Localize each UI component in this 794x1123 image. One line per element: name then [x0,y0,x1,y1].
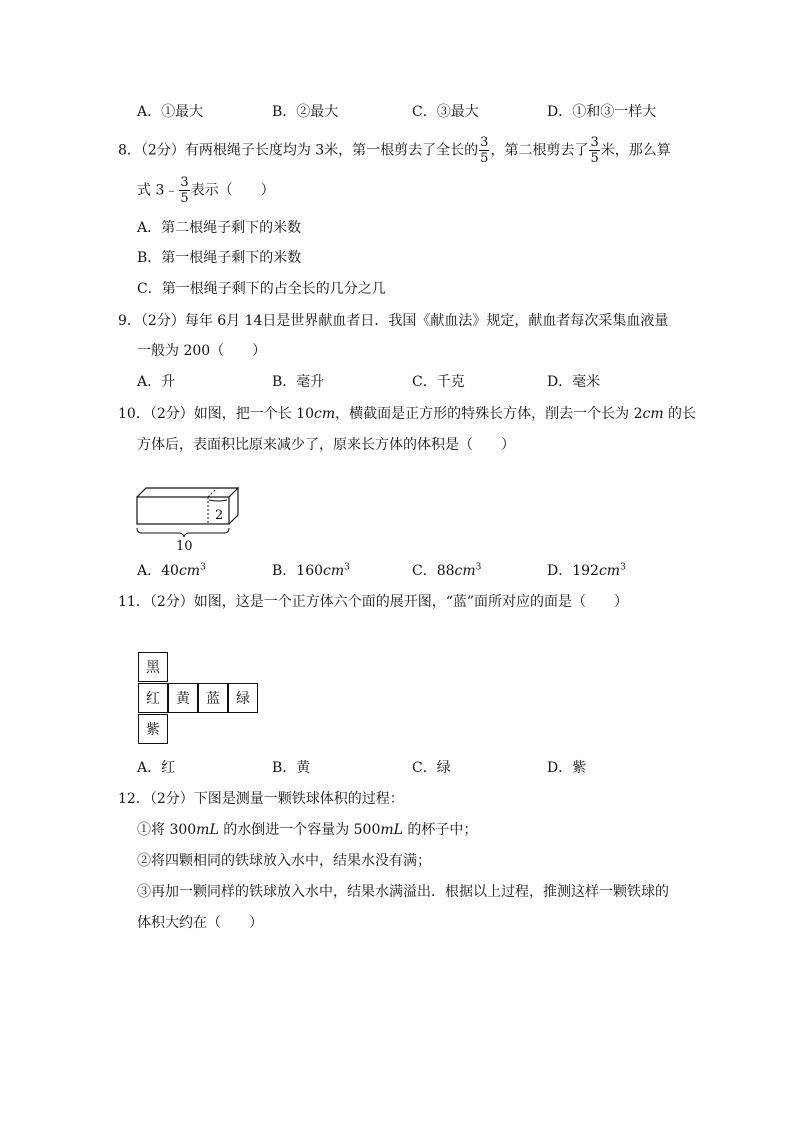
q10-option-b[interactable] [272,561,350,581]
q12-stem: 12．（2分）下图是测量一颗铁球体积的过程： [118,791,404,807]
q11-option-d[interactable]: D．紫 [547,760,587,776]
option-value: B．160 [272,563,324,579]
q8-fraction-3 [179,175,189,206]
q7-option-b[interactable]: B．②最大 [272,104,339,120]
q9-option-a[interactable]: A．升 [137,374,176,390]
q8-text-b: ，第二根剪去了 [490,142,589,159]
q10-unit-cm: cm [642,406,664,422]
q8-expr-suffix: 表示（ ） [190,182,275,199]
exponent: 3 [344,562,350,573]
q10-unit-cm: cm [314,406,336,422]
q12-step1-text-b: 的水倒进一个容量为 500 [218,822,381,838]
q9-option-b[interactable]: B．毫升 [272,374,325,390]
q7-option-a[interactable]: A．①最大 [137,104,204,120]
q10-option-a[interactable] [137,561,206,581]
unit-cm: cm [454,563,476,579]
fraction-denominator: 5 [590,151,599,166]
q9-stem-line1: 9．（2分）每年 6月 14日是世界献血者日．我国《献血法》规定，献血者每次采集血液量 [118,313,669,329]
q9-option-d[interactable]: D．毫米 [547,374,601,390]
q7-option-d[interactable]: D．①和③一样大 [547,104,657,120]
q12-step-2: ②将四颗相同的铁球放入水中，结果水没有满； [137,853,431,869]
unit-cm: cm [598,563,621,579]
q12-step-3-end: 体积大约在（ ） [137,915,263,931]
unit-cm: cm [323,563,345,579]
q12-step-3: ③再加一颗同样的铁球放入水中，结果水满溢出．根据以上过程，推测这样一颗铁球的 [137,884,669,900]
fraction-numerator: 3 [180,175,189,190]
net-face-red: 红 [138,683,168,713]
unit-cm: cm [178,563,201,579]
q11-option-b[interactable]: B．黄 [272,760,311,776]
unit-ml: mL [196,822,219,838]
q8-option-a[interactable]: A．第二根绳子剩下的米数 [137,220,302,236]
q8-stem-line2 [137,175,275,206]
q10-text-a: 10．（2分）如图，把一个长 10 [118,406,314,422]
q11-option-a[interactable]: A．红 [137,760,176,776]
q10-option-d[interactable] [547,561,626,581]
q8-fraction-1 [479,135,489,166]
q8-text-a: 8．（2分）有两根绳子长度均为 3米，第一根剪去了全长的 [118,142,479,159]
q8-option-c[interactable]: C．第一根绳子剩下的占全长的几分之几 [137,281,386,297]
q8-expr-prefix: 式 3﹣ [137,182,179,199]
net-face-yellow: 黄 [168,683,198,713]
option-value: A．40 [137,563,179,579]
q10-stem-line1 [118,404,696,424]
q11-option-c[interactable]: C．绿 [412,760,451,776]
figure-label-total: 10 [176,539,193,554]
fraction-numerator: 3 [590,135,599,150]
q10-option-c[interactable] [412,561,481,581]
fraction-denominator: 5 [180,191,189,206]
q8-option-b[interactable]: B．第一根绳子剩下的米数 [137,250,302,266]
q10-text-c: 的长 [663,406,697,422]
exponent: 3 [620,562,626,573]
option-value: C．88 [412,563,455,579]
fraction-denominator: 5 [480,151,489,166]
q11-stem: 11．（2分）如图，这是一个正方体六个面的展开图，“蓝”面所对应的面是（ ） [118,594,629,610]
q8-fraction-2 [589,135,599,166]
q12-step-1 [137,820,477,840]
q10-text-b: ，横截面是正方形的特殊长方体，削去一个长为 2 [335,406,643,422]
exponent: 3 [475,562,482,573]
net-face-black: 黑 [138,652,168,682]
q7-option-c[interactable]: C．③最大 [412,104,479,120]
q12-step1-text-c: 的杯子中； [402,822,478,838]
q9-stem-line2: 一般为 200（ ） [137,343,267,359]
q10-stem-line2: 方体后，表面积比原来减少了，原来长方体的体积是（ ） [137,437,515,453]
fraction-numerator: 3 [480,135,489,150]
q12-step1-text-a: ①将 300 [137,822,197,838]
figure-label-small: 2 [215,508,224,523]
net-face-green: 绿 [228,683,258,713]
net-face-purple: 紫 [138,714,168,744]
net-face-blue: 蓝 [198,683,228,713]
q9-option-c[interactable]: C．千克 [412,374,465,390]
q8-text-c: 米，那么算 [600,142,671,159]
exponent: 3 [200,562,206,573]
q8-stem-line1 [118,135,671,166]
unit-ml: mL [380,822,403,838]
option-value: D．192 [547,563,599,579]
